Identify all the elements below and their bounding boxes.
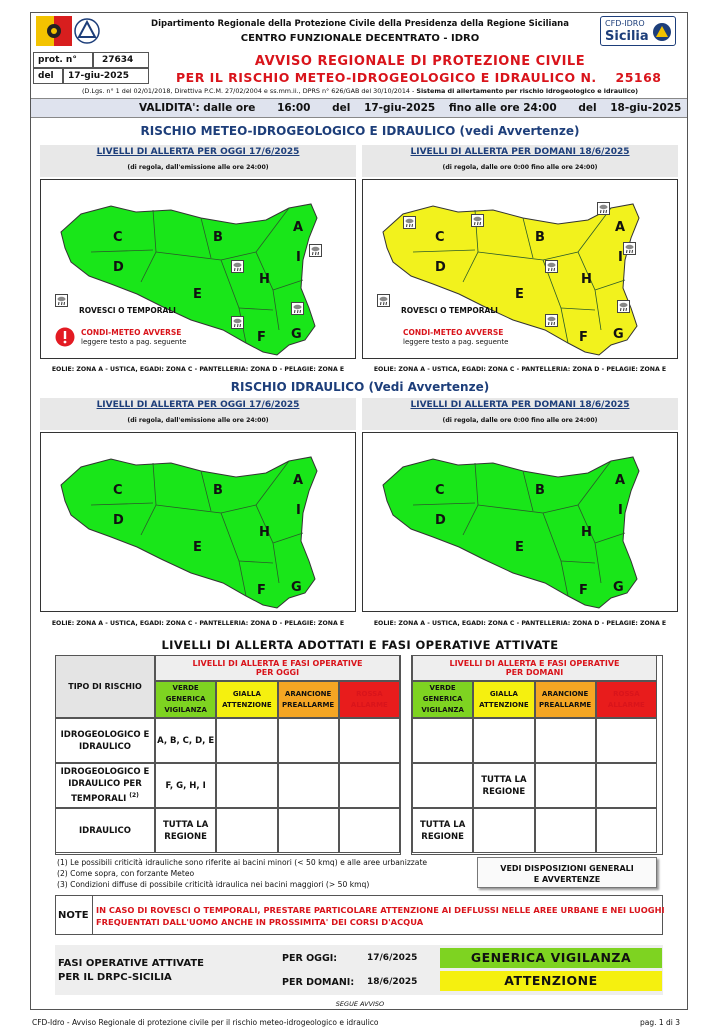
zone-label-c: C bbox=[435, 483, 445, 498]
zone-label-i: I bbox=[618, 503, 623, 518]
storm-legend-label: ROVESCI O TEMPORALI bbox=[79, 306, 176, 315]
row-label-1: IDROGEOLOGICO E IDRAULICO PER TEMPORALI $^{(2)}$ bbox=[55, 763, 155, 808]
map-subtitle: (di regola, dall'emissione alle ore 24:00) bbox=[127, 164, 269, 171]
footer-right: pag. 1 di 3 bbox=[640, 1018, 681, 1027]
storm-legend-icon bbox=[377, 292, 390, 305]
zone-label-f: F bbox=[257, 583, 266, 598]
segue-avviso: SEGUE AVVISO bbox=[335, 1000, 385, 1008]
cell-tomorrow-1-0 bbox=[412, 763, 473, 808]
zone-label-e: E bbox=[193, 287, 202, 302]
zone-label-b: B bbox=[535, 230, 545, 245]
row-label-0: IDROGEOLOGICO E IDRAULICO bbox=[55, 718, 155, 763]
zone-label-i: I bbox=[296, 250, 301, 265]
cell-today-1-1 bbox=[216, 763, 277, 808]
zone-label-i: I bbox=[296, 503, 301, 518]
zone-label-a: A bbox=[615, 220, 626, 235]
cell-tomorrow-1-3 bbox=[596, 763, 657, 808]
cell-tomorrow-1-1: TUTTA LA REGIONE bbox=[473, 763, 534, 808]
map-box bbox=[40, 432, 356, 612]
map-box bbox=[40, 179, 356, 359]
map-title: LIVELLI DI ALLERTA PER DOMANI 18/6/2025 bbox=[410, 400, 630, 410]
cell-today-0-3 bbox=[339, 718, 400, 763]
tipo-rischio-header: TIPO DI RISCHIO bbox=[55, 655, 155, 718]
cell-today-2-0: TUTTA LA REGIONE bbox=[155, 808, 216, 853]
storm-icon bbox=[309, 242, 322, 255]
phase-today-badge: GENERICA VIGILANZA bbox=[440, 948, 662, 968]
storm-icon bbox=[597, 200, 610, 213]
zone-label-h: H bbox=[259, 525, 270, 540]
zone-label-h: H bbox=[581, 525, 592, 540]
centre-name: CENTRO FUNZIONALE DECENTRATO - IDRO bbox=[240, 33, 480, 44]
protezione-civile-logo bbox=[74, 17, 100, 45]
zone-label-e: E bbox=[515, 540, 524, 555]
zone-label-c: C bbox=[113, 483, 123, 498]
map-subtitle: (di regola, dall'emissione alle ore 24:00) bbox=[127, 417, 269, 424]
zone-label-g: G bbox=[613, 327, 624, 342]
zone-label-c: C bbox=[435, 230, 445, 245]
map-title: LIVELLI DI ALLERTA PER DOMANI 18/6/2025 bbox=[410, 147, 630, 157]
department-name: Dipartimento Regionale della Protezione Civile della Presidenza della Regione Siciliana bbox=[151, 19, 569, 29]
cell-today-2-3 bbox=[339, 808, 400, 853]
title-line-1: AVVISO REGIONALE DI PROTEZIONE CIVILE bbox=[254, 54, 586, 69]
map-panel-meteo-tomorrow bbox=[362, 145, 678, 363]
cell-today-0-0: A, B, C, D, E bbox=[155, 718, 216, 763]
zone-label-b: B bbox=[535, 483, 545, 498]
level-header-arancione-today: ARANCIONE PREALLARME bbox=[278, 681, 339, 718]
legal-reference: (D.Lgs. n° 1 del 02/01/2018, Direttiva P.C.M. 27/02/2004 e ss.mm.ii., DPRS n° 626/GAB del 30/10/2014 - Sistema di allertamento per rischio idrogeologico e idraulico) bbox=[81, 87, 639, 95]
storm-icon bbox=[231, 258, 244, 271]
map-panel-idraulico-tomorrow bbox=[362, 398, 678, 616]
levels-header-tomorrow: LIVELLI DI ALLERTA E FASI OPERATIVE PER DOMANI bbox=[412, 655, 657, 681]
level-header-arancione-tomorrow: ARANCIONE PREALLARME bbox=[535, 681, 596, 718]
validity-bar: VALIDITA': dalle ore 16:00 del 17-giu-2025 fino alle ore 24:00 del 18-giu-2025 bbox=[31, 98, 687, 118]
level-header-verde-tomorrow: VERDE GENERICA VIGILANZA bbox=[412, 681, 473, 718]
map-panel-idraulico-today bbox=[40, 398, 356, 616]
zone-label-g: G bbox=[613, 580, 624, 595]
meteo-islands-note-left: EOLIE: ZONA A - USTICA, EGADI: ZONA C - PANTELLERIA: ZONA D - PELAGIE: ZONA E bbox=[51, 366, 345, 373]
zone-label-a: A bbox=[293, 473, 304, 488]
storm-legend-icon bbox=[55, 292, 68, 305]
phase-today-label: PER OGGI: bbox=[282, 953, 338, 964]
level-header-gialla-tomorrow: GIALLA ATTENZIONE bbox=[473, 681, 534, 718]
del-value: 17-giu-2025 bbox=[68, 71, 129, 81]
cell-tomorrow-0-3 bbox=[596, 718, 657, 763]
cell-tomorrow-0-2 bbox=[535, 718, 596, 763]
cell-tomorrow-2-1 bbox=[473, 808, 534, 853]
footnote-1: (1) Le possibili criticità idrauliche sono riferite ai bacini minori (< 50 kmq) e alle aree urbanizzate bbox=[57, 858, 428, 867]
zone-label-c: C bbox=[113, 230, 123, 245]
meteo-islands-note-right: EOLIE: ZONA A - USTICA, EGADI: ZONA C - PANTELLERIA: ZONA D - PELAGIE: ZONA E bbox=[373, 366, 667, 373]
idraulico-islands-note-right: EOLIE: ZONA A - USTICA, EGADI: ZONA C - PANTELLERIA: ZONA D - PELAGIE: ZONA E bbox=[373, 620, 667, 627]
zone-label-g: G bbox=[291, 327, 302, 342]
storm-icon bbox=[403, 214, 416, 227]
cell-today-0-2 bbox=[278, 718, 339, 763]
table-gap bbox=[400, 655, 412, 855]
section-meteo-title: RISCHIO METEO-IDROGEOLOGICO E IDRAULICO (vedi Avvertenze) bbox=[140, 124, 580, 138]
level-header-gialla-today: GIALLA ATTENZIONE bbox=[216, 681, 277, 718]
map-box bbox=[362, 179, 678, 359]
zone-label-f: F bbox=[257, 330, 266, 345]
cell-today-1-3 bbox=[339, 763, 400, 808]
sicily-region-logo bbox=[36, 16, 72, 46]
note-label: NOTE bbox=[58, 910, 89, 921]
map-subtitle: (di regola, dalle ore 0:00 fino alle ore 24:00) bbox=[442, 417, 598, 424]
adverse-legend-label: CONDI-METEO AVVERSE bbox=[81, 328, 182, 337]
zone-label-a: A bbox=[615, 473, 626, 488]
zone-label-e: E bbox=[193, 540, 202, 555]
row-label-2: IDRAULICO bbox=[55, 808, 155, 853]
map-title: LIVELLI DI ALLERTA PER OGGI 17/6/2025 bbox=[96, 400, 300, 410]
idraulico-islands-note-left: EOLIE: ZONA A - USTICA, EGADI: ZONA C - PANTELLERIA: ZONA D - PELAGIE: ZONA E bbox=[51, 620, 345, 627]
zone-label-b: B bbox=[213, 483, 223, 498]
cell-tomorrow-0-0 bbox=[412, 718, 473, 763]
phase-tomorrow-date: 18/6/2025 bbox=[367, 977, 418, 987]
sicily-map bbox=[41, 433, 357, 613]
table-title: LIVELLI DI ALLERTA ADOTTATI E FASI OPERATIVE ATTIVATE bbox=[161, 638, 559, 652]
levels-header-today: LIVELLI DI ALLERTA E FASI OPERATIVE PER OGGI bbox=[155, 655, 400, 681]
zone-label-d: D bbox=[435, 513, 446, 528]
map-subtitle: (di regola, dalle ore 0:00 fino alle ore 24:00) bbox=[442, 164, 598, 171]
cell-tomorrow-1-2 bbox=[535, 763, 596, 808]
storm-icon bbox=[623, 240, 636, 253]
cell-tomorrow-0-1 bbox=[473, 718, 534, 763]
zone-label-g: G bbox=[291, 580, 302, 595]
adverse-legend-label: CONDI-METEO AVVERSE bbox=[403, 328, 504, 337]
storm-legend-label: ROVESCI O TEMPORALI bbox=[401, 306, 498, 315]
storm-icon bbox=[471, 212, 484, 225]
cell-today-0-1 bbox=[216, 718, 277, 763]
cell-today-2-1 bbox=[216, 808, 277, 853]
cell-today-1-2 bbox=[278, 763, 339, 808]
adverse-legend-note: leggere testo a pag. seguente bbox=[403, 338, 509, 346]
prot-label: prot. n° bbox=[38, 55, 77, 65]
warning-icon bbox=[55, 327, 75, 347]
zone-label-e: E bbox=[515, 287, 524, 302]
phase-today-date: 17/6/2025 bbox=[367, 953, 418, 963]
cell-today-2-2 bbox=[278, 808, 339, 853]
storm-icon bbox=[545, 258, 558, 271]
level-header-rossa-today: ROSSA ALLARME bbox=[339, 681, 400, 718]
section-idraulico-title: RISCHIO IDRAULICO (Vedi Avvertenze) bbox=[230, 380, 490, 394]
zone-label-d: D bbox=[113, 260, 124, 275]
level-header-verde-today: VERDE GENERICA VIGILANZA bbox=[155, 681, 216, 718]
zone-label-h: H bbox=[259, 272, 270, 287]
cell-tomorrow-2-2 bbox=[535, 808, 596, 853]
del-label: del bbox=[38, 71, 54, 81]
map-title: LIVELLI DI ALLERTA PER OGGI 17/6/2025 bbox=[96, 147, 300, 157]
cell-tomorrow-2-3 bbox=[596, 808, 657, 853]
zone-label-d: D bbox=[435, 260, 446, 275]
zone-label-a: A bbox=[293, 220, 304, 235]
footer-left: CFD-Idro - Avviso Regionale di protezione civile per il rischio meteo-idrogeologico e idraulico bbox=[32, 1018, 379, 1027]
footnote-2: (2) Come sopra, con forzante Meteo bbox=[57, 869, 195, 878]
note-text: IN CASO DI ROVESCI O TEMPORALI, PRESTARE PARTICOLARE ATTENZIONE AI DEFLUSSI NELLE AREE URBANE E NEI LUOGHI FREQUENTATI DALL'UOMO ANCHE IN PROSSIMITA' DEI CORSI D'ACQUA bbox=[96, 905, 665, 927]
zone-label-d: D bbox=[113, 513, 124, 528]
zone-label-b: B bbox=[213, 230, 223, 245]
cell-tomorrow-2-0: TUTTA LA REGIONE bbox=[412, 808, 473, 853]
cfd-idro-logo: CFD-IDRO Sicilia bbox=[600, 16, 676, 46]
footnote-3: (3) Condizioni diffuse di possibile criticità idraulica nei bacini maggiori (> 50 kmq) bbox=[57, 880, 370, 889]
map-panel-meteo-today bbox=[40, 145, 356, 363]
storm-icon bbox=[545, 312, 558, 325]
map-box bbox=[362, 432, 678, 612]
zone-label-f: F bbox=[579, 583, 588, 598]
note-divider bbox=[92, 895, 93, 935]
phase-tomorrow-label: PER DOMANI: bbox=[282, 977, 355, 988]
sicily-map bbox=[363, 433, 679, 613]
phases-title: FASI OPERATIVE ATTIVATE PER IL DRPC-SICILIA bbox=[58, 958, 204, 983]
avviso-number: 25168 bbox=[615, 70, 662, 85]
storm-icon bbox=[291, 300, 304, 313]
phase-tomorrow-badge: ATTENZIONE bbox=[440, 971, 662, 991]
title-line-2: PER IL RISCHIO METEO-IDROGEOLOGICO E IDRAULICO N. 25168 bbox=[176, 70, 662, 85]
zone-label-i: I bbox=[618, 250, 623, 265]
storm-icon bbox=[231, 314, 244, 327]
zone-label-f: F bbox=[579, 330, 588, 345]
footnotes bbox=[57, 857, 427, 890]
adverse-legend-note: leggere testo a pag. seguente bbox=[81, 338, 187, 346]
prot-value: 27634 bbox=[102, 55, 134, 65]
level-header-rossa-tomorrow: ROSSA ALLARME bbox=[596, 681, 657, 718]
storm-icon bbox=[617, 298, 630, 311]
disposizioni-button[interactable]: VEDI DISPOSIZIONI GENERALI E AVVERTENZE bbox=[477, 857, 657, 888]
zone-label-h: H bbox=[581, 272, 592, 287]
cell-today-1-0: F, G, H, I bbox=[155, 763, 216, 808]
